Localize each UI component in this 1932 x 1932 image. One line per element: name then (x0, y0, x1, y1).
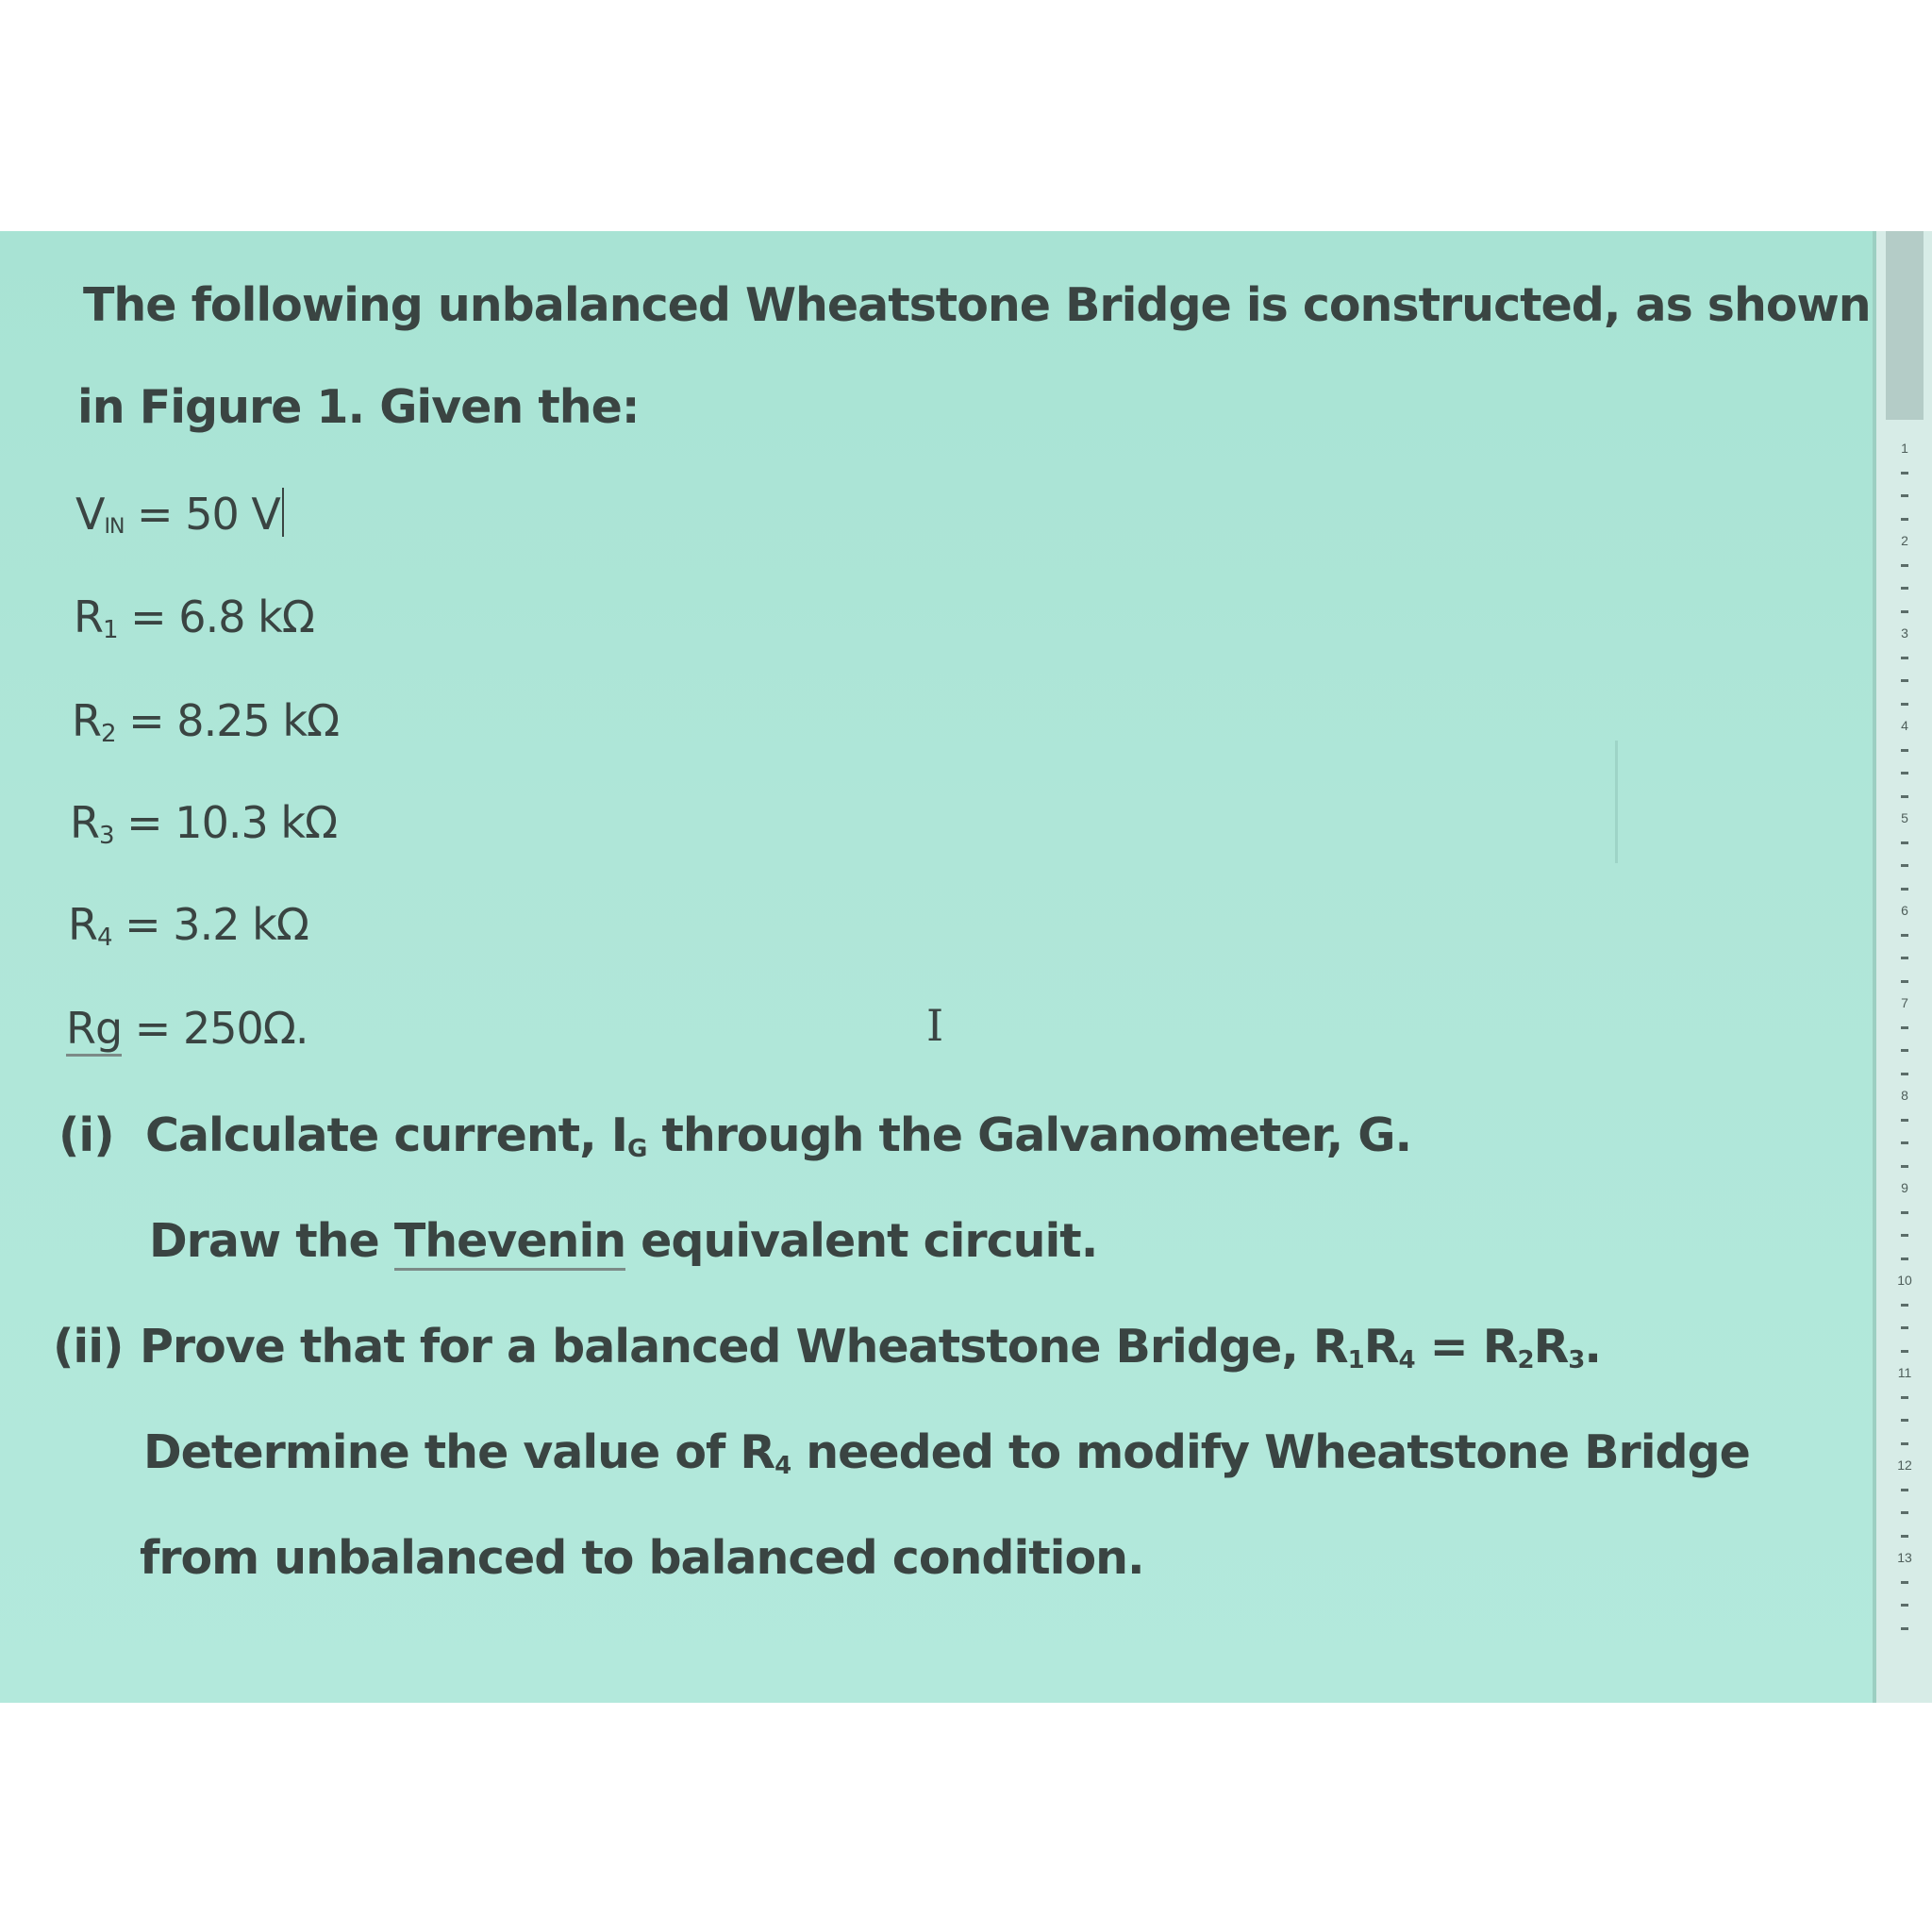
ibeam-cursor-icon: I (926, 1000, 944, 1051)
given-r3 (70, 797, 337, 850)
ruler-tick (1901, 1141, 1908, 1144)
q2a-sub-3: 2 (1517, 1346, 1534, 1374)
r1-symbol: R (74, 591, 103, 642)
ruler-tick (1901, 1604, 1908, 1607)
question-2-line-b (143, 1425, 1750, 1480)
r2-value: = 8.25 kΩ (115, 695, 340, 746)
intro-line-2 (77, 380, 639, 434)
ruler-tick (1901, 795, 1908, 798)
ruler-tick (1901, 1581, 1908, 1584)
q1b-text-end: equivalent circuit. (625, 1214, 1098, 1268)
q1b-underlined-word: Thevenin (394, 1214, 625, 1271)
ruler-tick (1901, 1257, 1908, 1260)
q1a-text-end: through the Galvanometer, G. (646, 1108, 1412, 1162)
r3-subscript: 3 (98, 822, 114, 850)
r1-subscript: 1 (102, 616, 118, 644)
q2b-subscript: 4 (774, 1452, 791, 1480)
vin-symbol: V (75, 489, 105, 540)
question-1-line-a (58, 1108, 1411, 1163)
question-1-line-b (149, 1214, 1097, 1268)
ruler-tick (1901, 1211, 1908, 1214)
q2b-text: Determine the value of R (143, 1425, 775, 1479)
ruler-tick (1901, 1326, 1908, 1329)
r2-subscript: 2 (100, 720, 116, 748)
ruler-tick (1901, 1350, 1908, 1353)
vin-subscript: IN (104, 515, 125, 539)
r4-subscript: 4 (96, 924, 112, 952)
r4-value: = 3.2 kΩ (111, 899, 308, 950)
given-rg (66, 1003, 308, 1054)
ruler-tick (1901, 1489, 1908, 1491)
ruler-number: 1 (1901, 441, 1908, 456)
r3-symbol: R (70, 797, 99, 848)
question-2-line-a (53, 1320, 1601, 1374)
ruler-tick (1901, 1026, 1908, 1029)
q2a-sub-1: 1 (1347, 1346, 1364, 1374)
ruler-tick (1901, 888, 1908, 891)
q2a-sub-2: 4 (1398, 1346, 1415, 1374)
given-vin (75, 488, 284, 540)
r3-value: = 10.3 kΩ (113, 797, 338, 848)
ruler-tick (1901, 1535, 1908, 1538)
r1-value: = 6.8 kΩ (117, 591, 314, 642)
ruler-tick (1901, 1419, 1908, 1422)
given-r4 (68, 899, 308, 952)
document-page[interactable] (0, 231, 1873, 1703)
vin-value: = 50 V (124, 489, 280, 540)
r2-symbol: R (72, 695, 101, 746)
ruler-number: 3 (1901, 625, 1908, 641)
ruler-number: 13 (1897, 1550, 1912, 1565)
ruler-tick (1901, 564, 1908, 567)
ruler-tick (1901, 772, 1908, 774)
ruler-number: 9 (1901, 1180, 1908, 1195)
given-r2 (72, 695, 339, 748)
ruler-tick (1901, 1304, 1908, 1307)
ruler-tick (1901, 957, 1908, 959)
ruler-number: 5 (1901, 810, 1908, 825)
question-1-number: (i) (58, 1108, 114, 1162)
ruler-tick (1901, 679, 1908, 682)
ruler-number: 2 (1901, 533, 1908, 548)
r4-symbol: R (68, 899, 97, 950)
q2a-mid-3: R (1533, 1320, 1569, 1374)
ruler-tick (1901, 703, 1908, 706)
ruler-number: 4 (1901, 718, 1908, 733)
intro-text-1: The following unbalanced Wheatstone Bridge is constructed, as shown (83, 278, 1871, 332)
ruler-tick (1901, 864, 1908, 867)
ruler-tick (1901, 980, 1908, 983)
text-cursor (282, 488, 284, 537)
q2c-text: from unbalanced to balanced condition. (140, 1531, 1144, 1585)
ruler-tick (1901, 749, 1908, 752)
vertical-ruler[interactable] (1873, 231, 1932, 1703)
ruler-tick (1901, 1119, 1908, 1122)
intro-line-1 (83, 278, 1871, 332)
q1a-subscript: G (627, 1135, 647, 1163)
ruler-tick (1901, 472, 1908, 475)
question-2-line-c (140, 1531, 1144, 1585)
faint-divider (1615, 741, 1618, 863)
ruler-number: 10 (1897, 1273, 1912, 1288)
ruler-tick (1901, 1442, 1908, 1445)
ruler-tick (1901, 610, 1908, 613)
ruler-tick (1901, 1049, 1908, 1052)
rg-symbol: Rg (66, 1003, 122, 1057)
intro-text-2: in Figure 1. Given the: (77, 380, 640, 434)
ruler-number: 7 (1901, 995, 1908, 1010)
q2a-mid-2: = R (1414, 1320, 1518, 1374)
q2a-mid-1: R (1363, 1320, 1399, 1374)
ruler-number: 6 (1901, 903, 1908, 918)
q2a-sub-4: 3 (1568, 1346, 1585, 1374)
ruler-tick (1901, 1073, 1908, 1075)
ruler-tick (1901, 1396, 1908, 1399)
q1b-text: Draw the (149, 1214, 394, 1268)
ruler-tick (1901, 587, 1908, 590)
document-screen (0, 231, 1932, 1703)
q2a-text: Prove that for a balanced Wheatstone Bridge, R (140, 1320, 1348, 1374)
ruler-tick (1901, 1511, 1908, 1514)
ruler-number: 8 (1901, 1088, 1908, 1103)
question-2-number: (ii) (53, 1320, 124, 1374)
ruler-tick (1901, 841, 1908, 844)
rg-value: = 250Ω. (122, 1003, 308, 1054)
ruler-tick (1901, 1234, 1908, 1237)
ruler-tick (1901, 1165, 1908, 1168)
ruler-tick (1901, 657, 1908, 659)
ruler-tick (1901, 494, 1908, 497)
ruler-number: 11 (1897, 1365, 1912, 1380)
given-r1 (74, 591, 314, 644)
ruler-number: 12 (1897, 1457, 1912, 1473)
ruler-tick (1901, 518, 1908, 521)
ruler-tick (1901, 934, 1908, 937)
q2a-end: . (1584, 1320, 1602, 1374)
q2b-text-end: needed to modify Wheatstone Bridge (791, 1425, 1750, 1479)
ruler-tick (1901, 1627, 1908, 1630)
ruler-margin-shade (1886, 231, 1924, 420)
q1a-text: Calculate current, I (145, 1108, 628, 1162)
